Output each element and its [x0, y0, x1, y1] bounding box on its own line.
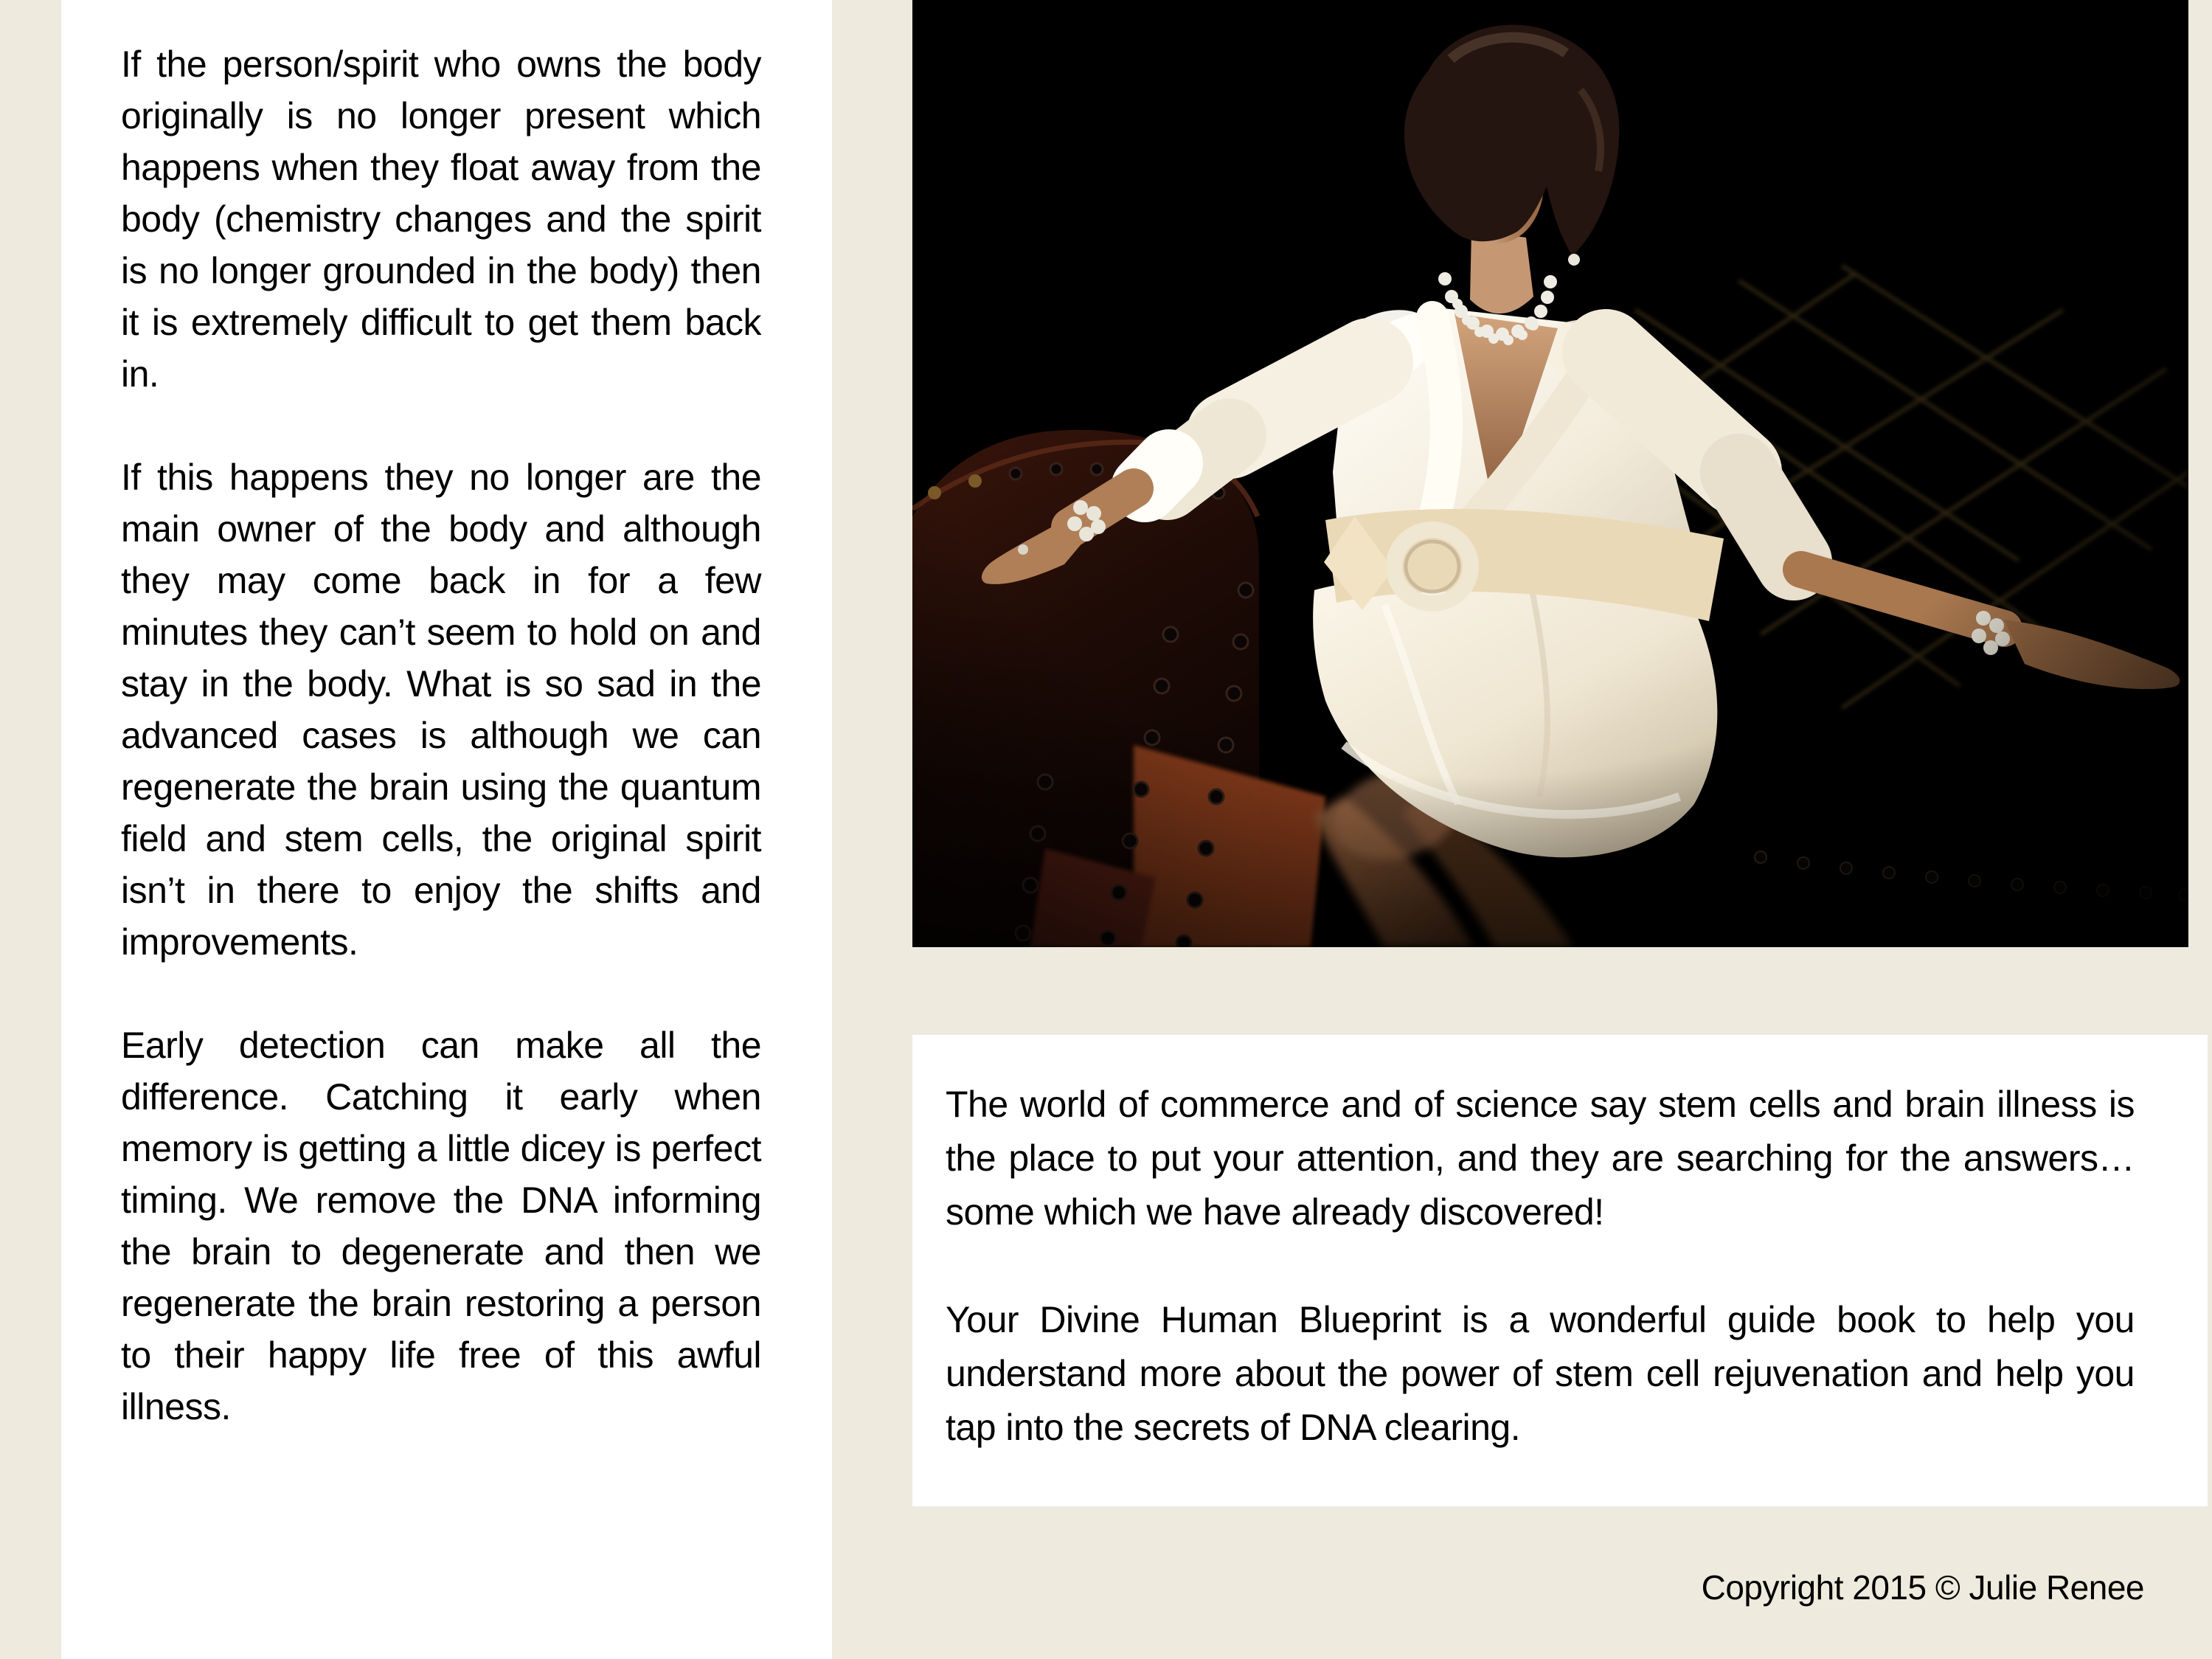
- paragraph: If the person/spirit who owns the body originally is no longer present which happens when they float away from the body (chemistry changes and the spirit is no longer grounded in the body) then it is extremely difficult to get them back in.: [121, 44, 761, 395]
- left-text-panel: [61, 0, 832, 1659]
- portrait-photo-illustration: [912, 0, 2188, 947]
- copyright-text: Copyright 2015 © Julie Renee: [1701, 1568, 2144, 1607]
- left-column-text: [121, 38, 761, 1484]
- callout-box: [912, 1035, 2208, 1506]
- portrait-photo: [912, 0, 2188, 947]
- paragraph: If this happens they no longer are the main owner of the body and although they may come back in for a few minutes they can’t seem to hold on and stay in the body. What is so sad in the advanced cases is although we can regenerate the brain using the quantum field and stem cells, the original spirit isn’t in there to enjoy the shifts and improvements.: [121, 457, 761, 963]
- paragraph: The world of commerce and of science say stem cells and brain illness is the place to put your attention, and they are searching for the answers…some which we have already discovered!: [946, 1084, 2135, 1233]
- callout-box-text: [946, 1078, 2135, 1509]
- photo-vignette: [912, 0, 2188, 947]
- paragraph: Your Divine Human Blueprint is a wonderful guide book to help you understand more about the power of stem cell rejuvenation and help you tap into the secrets of DNA clearing.: [946, 1299, 2135, 1448]
- paragraph: Early detection can make all the difference. Catching it early when memory is getting a little dicey is perfect timing. We remove the DNA informing the brain to degenerate and then we regenerate the brain restoring a person to their happy life free of this awful illness.: [121, 1025, 761, 1427]
